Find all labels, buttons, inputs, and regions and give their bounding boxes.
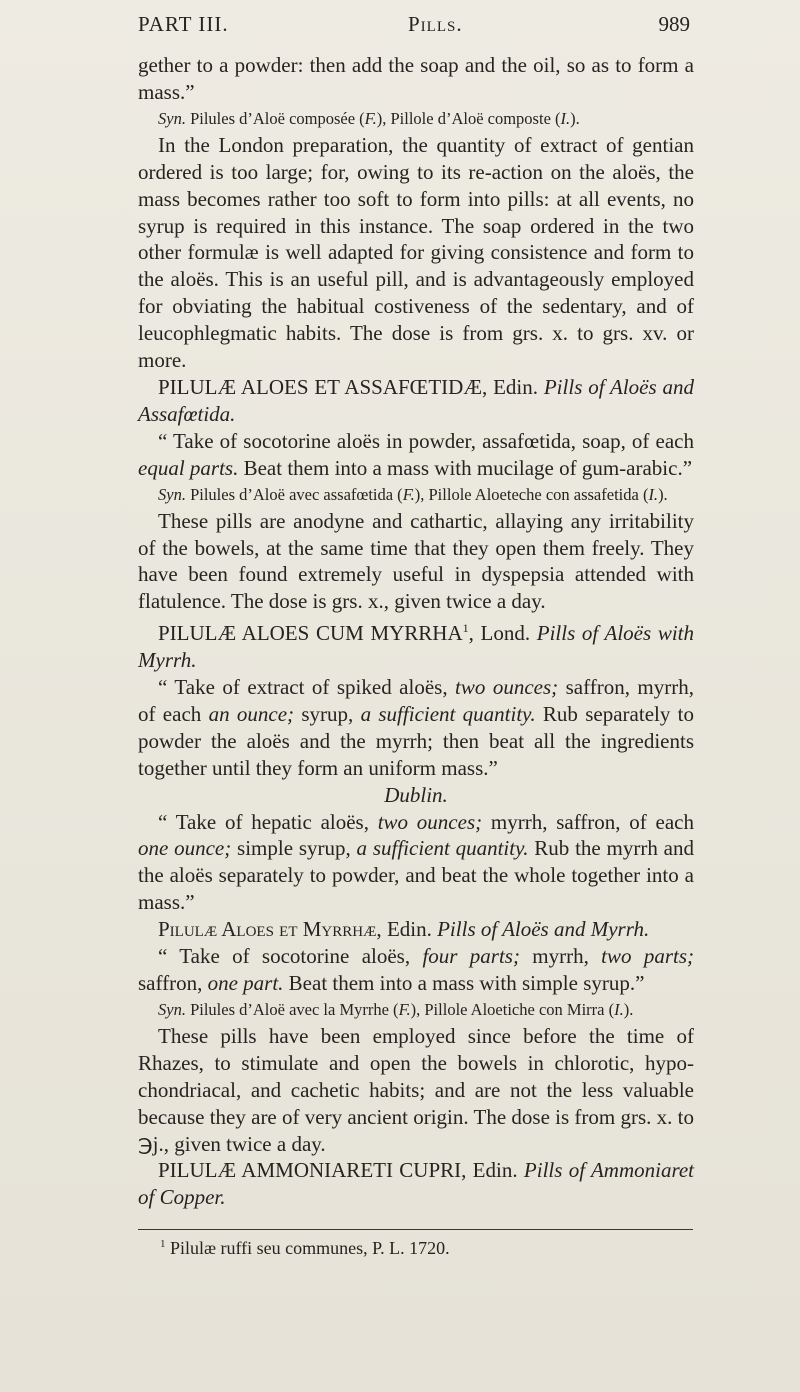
paragraph xyxy=(138,52,694,106)
text-run: I. xyxy=(614,999,624,1019)
paragraph xyxy=(138,916,694,943)
text-run: ). xyxy=(570,108,580,128)
text-run: ), Pillole d’Aloë composte ( xyxy=(376,108,561,128)
paragraph xyxy=(138,809,694,917)
text-run: Beat them into a mass with simple syrup.” xyxy=(283,971,645,995)
text-run: Pills of Aloës and Assafœtida. xyxy=(138,374,694,426)
text-run: Rub separately to powder the aloës and the myrrh; then beat all the ingredients together until they form an uniform mass.” xyxy=(138,701,694,780)
page-number: 989 xyxy=(658,12,690,36)
text-run: Rub the myrrh and the aloës separately to powder, and beat the whole together into a mass.” xyxy=(138,836,694,915)
text-run: ), Pillole Aloetiche con Mirra ( xyxy=(410,999,615,1019)
text-run: Edin. xyxy=(466,1158,524,1183)
footnote-marker: 1 xyxy=(160,1238,166,1250)
text-run: I. xyxy=(648,484,659,504)
text-run: PILULÆ AMMONIARETI CUPRI, xyxy=(158,1158,467,1183)
text-run: Syn. xyxy=(158,999,186,1019)
text-run: two parts; xyxy=(601,944,695,969)
text-run: Pills of Aloës and Myrrh. xyxy=(437,917,650,942)
text-run: Pills of Aloës with Myrrh. xyxy=(138,621,694,673)
paragraph xyxy=(138,374,694,428)
synonyms-line xyxy=(138,482,694,508)
text-run: saffron, myrrh, of each xyxy=(138,675,694,726)
text-run: 1 xyxy=(462,621,469,636)
paragraph xyxy=(138,615,694,674)
text-run: Pills of Ammoniaret of Copper. xyxy=(138,1158,695,1210)
paragraph xyxy=(138,943,694,997)
text-run: , Lond. xyxy=(468,621,537,646)
footnote xyxy=(160,1238,450,1259)
text-run: myrrh, saffron, of each xyxy=(482,809,694,834)
part-label: PART III. xyxy=(138,12,229,36)
text-run: Dublin. xyxy=(384,782,448,807)
text-run: These pills are anodyne and cathartic, allaying any irritability of the bowels, at the same time that they open them freely. They have been found extremely useful in dyspepsia attended with flatulence. The dose is grs. x., given twice a day. xyxy=(138,508,694,614)
paragraph xyxy=(138,674,694,782)
text-run: Pilules d’Aloë avec la Myrrhe ( xyxy=(185,999,399,1019)
text-run: PILULÆ ALOES ET ASSAFŒTIDÆ, xyxy=(158,374,488,399)
text-run: Pilules d’Aloë composée ( xyxy=(185,108,365,128)
text-run: Edin. xyxy=(381,917,438,942)
synonyms-line xyxy=(138,997,694,1023)
text-run: ), Pillole Aloeteche con assafetida ( xyxy=(414,484,649,504)
text-run: PILULÆ ALOES CUM MYRRHA xyxy=(158,621,463,646)
section-title: Pills. xyxy=(408,12,463,36)
text-run: saffron, xyxy=(138,971,208,995)
text-run: equal parts. xyxy=(138,455,239,480)
text-run: Pilules d’Aloë avec assafœtida ( xyxy=(185,484,403,504)
text-run: myrrh, xyxy=(519,944,602,969)
text-run: I. xyxy=(560,108,571,128)
text-run: two ounces; xyxy=(455,675,559,700)
paragraph xyxy=(138,1157,694,1211)
footnote-text: Pilulæ ruffi seu communes, P. L. 1720. xyxy=(165,1238,450,1258)
page-body-text xyxy=(138,52,694,1211)
text-run: simple syrup, xyxy=(231,836,357,861)
text-run: Beat them into a mass with mucilage of gum-arabic.” xyxy=(238,455,693,480)
centered-heading xyxy=(138,782,694,809)
footnote-rule xyxy=(138,1229,693,1230)
text-run: ). xyxy=(658,484,668,504)
text-run: two ounces; xyxy=(377,809,483,834)
paragraph xyxy=(138,508,694,616)
text-run: one ounce; xyxy=(138,836,232,861)
text-run: “ Take of extract of spiked aloës, xyxy=(158,675,456,700)
text-run: F. xyxy=(402,484,415,504)
text-run: one part. xyxy=(207,971,284,995)
text-run: a sufficient quantity. xyxy=(356,836,529,861)
text-run: “ Take of socotorine aloës in powder, assafœtida, soap, of each xyxy=(158,428,694,453)
text-run: Syn. xyxy=(158,484,186,504)
text-run: Edin. xyxy=(487,374,544,399)
text-run: syrup, xyxy=(294,701,361,726)
text-run: Pilulæ Aloes et Myrrhæ, xyxy=(158,917,382,942)
text-run: F. xyxy=(398,999,411,1019)
text-run: In the London preparation, the quantity of extract of gentian ordered is too large; for, owing to its re-action on the aloës, the mass becomes rather too soft to form into pills: at all events, no syrup is required in this instance. The soap ordered in the two other formulæ is well adapted for giving consistence and form to the aloës. This is an useful pill, and is advantageously employed for obviating the habitual costiveness of the sedentary, and of leucophlegmatic habits. The dose is from grs. x. to grs. xv. or more. xyxy=(138,132,694,373)
text-run: These pills have been employed since before the time of Rhazes, to stimulate and open the bowels in chlorotic, hypochondriacal, and cachetic habits; and are not the less valuable because they are of very ancient origin. The dose is from grs. x. to ℈j., given twice a day. xyxy=(138,1023,694,1156)
text-run: gether to a powder: then add the soap and the oil, so as to form a mass.” xyxy=(138,53,694,104)
text-run: Syn. xyxy=(158,108,186,128)
text-run: an ounce; xyxy=(208,701,295,726)
text-run: “ Take of socotorine aloës, xyxy=(158,944,423,969)
running-header xyxy=(138,12,690,42)
paragraph xyxy=(138,132,694,374)
text-run: a sufficient quantity. xyxy=(360,701,536,726)
paragraph xyxy=(138,1023,694,1158)
text-run: ). xyxy=(623,999,634,1019)
text-run: four parts; xyxy=(422,944,520,969)
synonyms-line xyxy=(138,106,694,132)
text-run: “ Take of hepatic aloës, xyxy=(158,809,378,834)
text-run: F. xyxy=(364,108,377,128)
paragraph xyxy=(138,428,694,482)
